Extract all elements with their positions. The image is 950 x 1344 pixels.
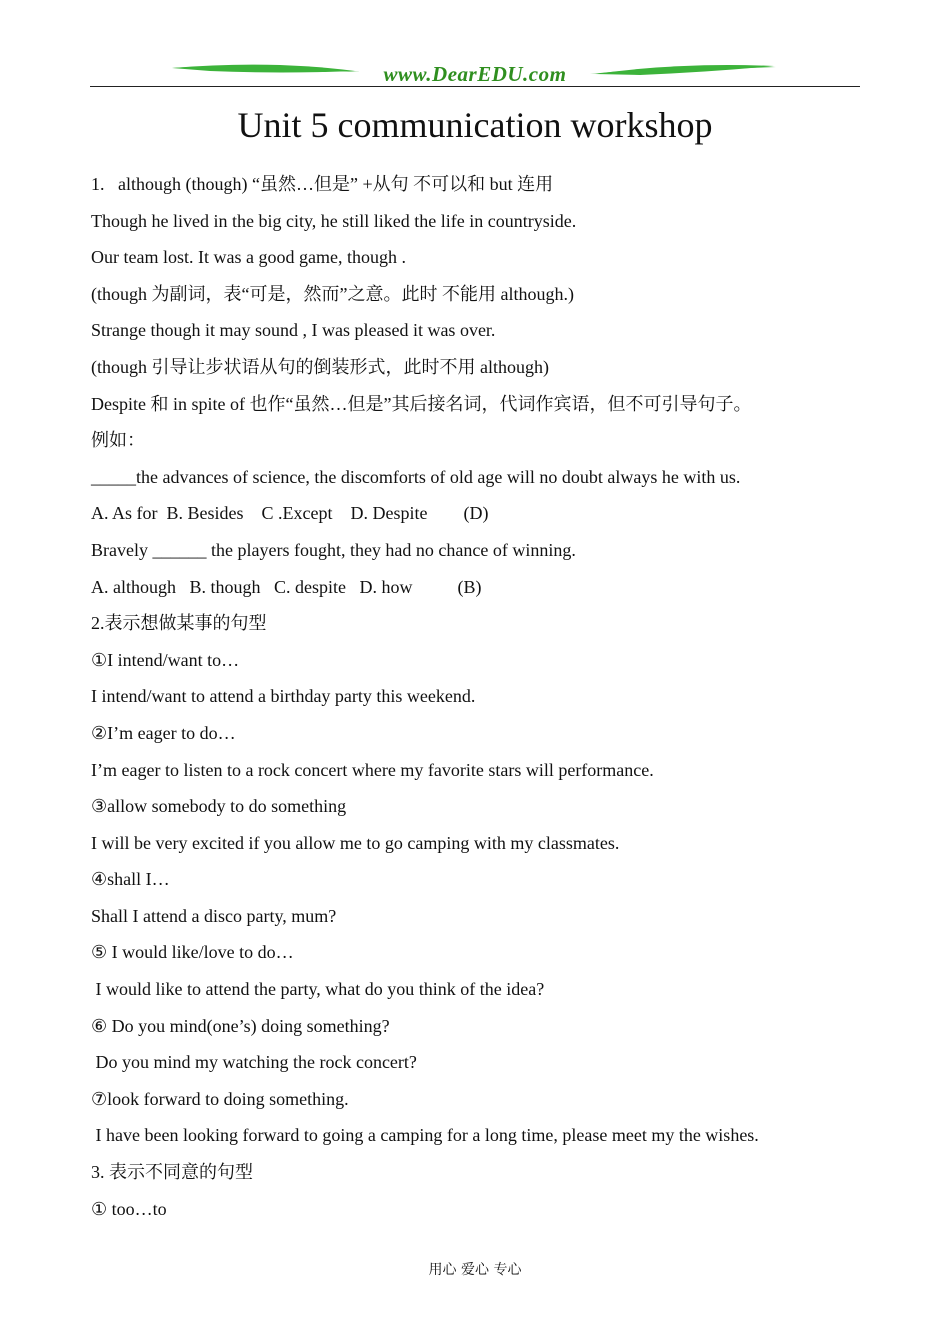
text-line: I have been looking forward to going a camping for a long time, please meet my the wishes. — [91, 1125, 759, 1146]
text-line: I intend/want to attend a birthday party this weekend. — [91, 686, 476, 707]
text-line: A. As for B. Besides C .Except D. Despite (D) — [91, 503, 489, 524]
text-line: 例如： — [91, 430, 145, 451]
text-line: ④shall I… — [91, 869, 170, 890]
text-line: I will be very excited if you allow me to go camping with my classmates. — [91, 832, 620, 853]
text-line: (though 引导让步状语从句的倒装形式，此时不用 although) — [91, 356, 549, 377]
text-line: ⑤ I would like/love to do… — [91, 942, 294, 963]
text-line: ②I’m eager to do… — [91, 722, 236, 743]
text-line: ①I intend/want to… — [91, 649, 240, 670]
text-line: ⑦look forward to doing something. — [91, 1088, 349, 1109]
page-footer: 用心 爱心 专心 — [428, 1262, 522, 1278]
text-line: ③allow somebody to do something — [91, 796, 347, 817]
text-line: Though he lived in the big city, he still liked the life in countryside. — [91, 210, 577, 231]
text-line: 1. although (though) “虽然…但是” +从句 不可以和 but 连用 — [91, 174, 554, 194]
text-line: I’m eager to listen to a rock concert where my favorite stars will performance. — [91, 759, 654, 780]
text-line: Despite 和 in spite of 也作“虽然…但是”其后接名词，代词作宾语，但不可引导句子。 — [91, 393, 752, 414]
text-line: ① too…to — [91, 1198, 167, 1219]
text-line: 3. 表示不同意的句型 — [91, 1162, 253, 1183]
text-line: Our team lost. It was a good game, though . — [91, 247, 406, 268]
text-line: Strange though it may sound , I was pleased it was over. — [91, 320, 496, 341]
text-line: A. although B. though C. despite D. how (B) — [91, 576, 482, 597]
text-line: I would like to attend the party, what do you think of the idea? — [91, 979, 545, 1000]
text-line: Shall I attend a disco party, mum? — [91, 905, 337, 926]
page-title: Unit 5 communication workshop — [237, 105, 713, 145]
text-line: ⑥ Do you mind(one’s) doing something? — [91, 1015, 390, 1036]
site-logo — [170, 58, 780, 88]
text-line: (though 为副词，表“可是，然而”之意。此时 不能用 although.) — [91, 283, 574, 304]
text-line: _____the advances of science, the discomforts of old age will no doubt always he with us. — [91, 466, 741, 487]
document-body — [91, 170, 871, 1231]
site-name: www.DearEDU.com — [383, 62, 567, 86]
text-line: 2.表示想做某事的句型 — [91, 613, 267, 634]
text-line: Bravely ______ the players fought, they had no chance of winning. — [91, 539, 576, 560]
page-header — [90, 58, 860, 90]
text-line: Do you mind my watching the rock concert? — [91, 1052, 417, 1073]
